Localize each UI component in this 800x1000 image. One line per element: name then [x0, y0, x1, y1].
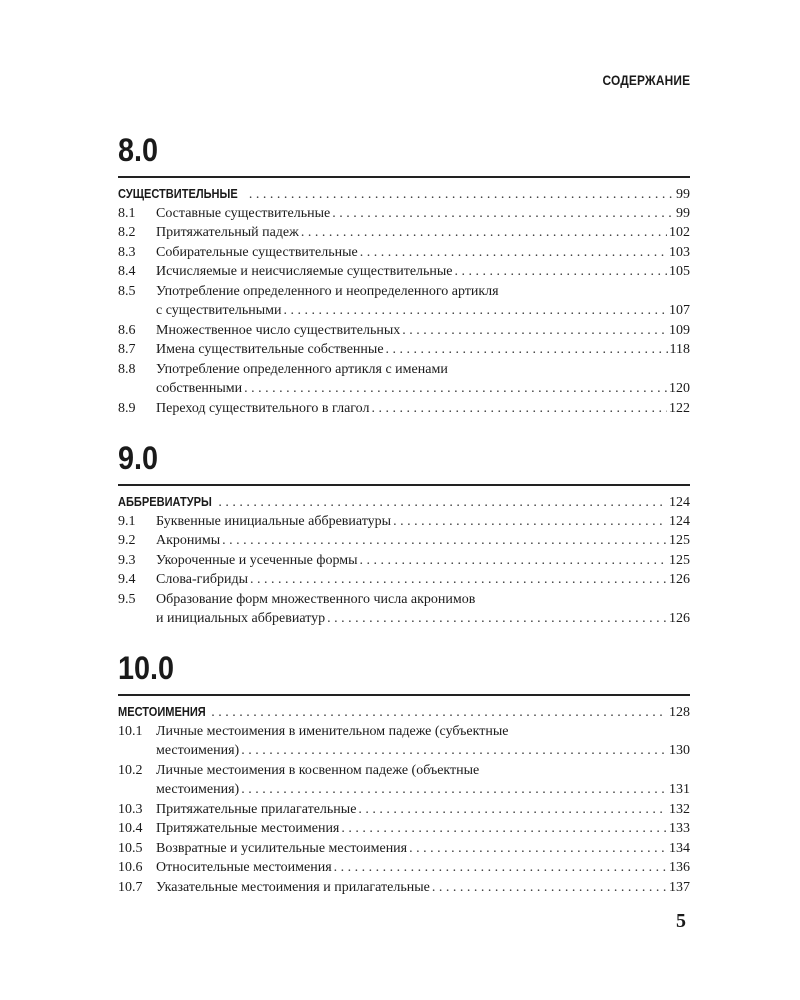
- leader-dots: [249, 185, 674, 205]
- page-ref: 131: [669, 782, 690, 797]
- toc-entry[interactable]: [118, 819, 690, 839]
- toc-heading-row[interactable]: [118, 702, 690, 722]
- toc-entry[interactable]: [118, 531, 690, 551]
- chapter-title: АББРЕВИАТУРЫ: [118, 494, 212, 509]
- leader-dots: [211, 703, 667, 723]
- toc-entry[interactable]: [118, 340, 690, 360]
- entry-title: Притяжательный падеж: [156, 225, 299, 240]
- entry-title: Слова-гибриды: [156, 572, 249, 587]
- page-ref: 99: [676, 205, 690, 221]
- section-divider: [118, 694, 690, 696]
- leader-dots: [222, 531, 667, 551]
- entry-number: 8.9: [118, 400, 136, 416]
- entry-title: Имена существительные собственные: [156, 342, 384, 357]
- page-ref: 125: [669, 533, 690, 548]
- leader-dots: [341, 819, 667, 839]
- entry-title: Притяжательные прилагательные: [156, 801, 357, 817]
- toc-entry[interactable]: [118, 399, 690, 419]
- entry-number: 8.5: [118, 283, 136, 299]
- leader-dots: [244, 379, 667, 399]
- toc-entry[interactable]: [118, 262, 690, 282]
- page-ref: 122: [669, 400, 690, 416]
- page-ref: 99: [676, 187, 690, 202]
- toc-entry[interactable]: [118, 321, 690, 341]
- page-ref: 124: [669, 513, 690, 529]
- leader-dots: [241, 741, 667, 761]
- entry-number: 10.1: [118, 723, 143, 739]
- page-ref: 124: [669, 495, 690, 510]
- entry-title: Составные существительные: [156, 205, 331, 221]
- chapter-title: СУЩЕСТВИТЕЛЬНЫЕ: [118, 186, 238, 201]
- section-number: 8.0: [118, 132, 159, 168]
- entry-title: Возвратные и усилительные местоимения: [156, 840, 408, 856]
- entry-title: Притяжательные местоимения: [156, 821, 340, 836]
- page-ref: 107: [669, 303, 690, 318]
- entry-title: Употребление определенного и неопределенного артикля: [156, 283, 499, 299]
- entry-title: Указательные местоимения и прилагательные: [156, 879, 430, 895]
- leader-dots: [283, 301, 667, 321]
- toc-entry-continuation[interactable]: [118, 780, 690, 800]
- entry-number: 10.6: [118, 860, 143, 875]
- section-number: 9.0: [118, 440, 159, 476]
- entry-title: с существительными: [156, 303, 282, 318]
- toc-entry[interactable]: [118, 551, 690, 571]
- page-ref: 132: [669, 801, 690, 817]
- section-divider: [118, 484, 690, 486]
- leader-dots: [241, 780, 667, 800]
- leader-dots: [360, 243, 667, 263]
- page-ref: 130: [669, 743, 690, 758]
- entry-title: Собирательные существительные: [156, 244, 358, 260]
- page-ref: 118: [669, 342, 690, 357]
- entry-title: Переход существительного в глагол: [156, 400, 370, 416]
- toc-entry-continuation[interactable]: [118, 609, 690, 629]
- entry-title: Образование форм множественного числа акронимов: [156, 591, 476, 607]
- leader-dots: [409, 839, 667, 859]
- toc-section-8: [118, 130, 690, 418]
- entry-number: 8.1: [118, 205, 136, 221]
- leader-dots: [358, 800, 667, 820]
- toc-entry[interactable]: [118, 722, 690, 742]
- entry-number: 8.4: [118, 264, 136, 279]
- entry-number: 9.1: [118, 513, 136, 529]
- entry-number: 8.7: [118, 342, 136, 357]
- chapter-title: МЕСТОИМЕНИЯ: [118, 704, 206, 719]
- entry-title: Акронимы: [156, 533, 221, 548]
- page-header: СОДЕРЖАНИЕ: [602, 72, 690, 88]
- entry-number: 8.2: [118, 225, 136, 240]
- entry-title: Личные местоимения в косвенном падеже (объектные: [156, 762, 480, 778]
- entry-title: Употребление определенного артикля с именами: [156, 361, 448, 377]
- entry-number: 9.4: [118, 572, 136, 587]
- toc-entry[interactable]: [118, 512, 690, 532]
- entry-title: Исчисляемые и неисчисляемые существительные: [156, 264, 453, 279]
- toc-entry[interactable]: [118, 243, 690, 263]
- page-ref: 137: [669, 879, 690, 895]
- toc-entry[interactable]: [118, 800, 690, 820]
- entry-title: местоимения): [156, 782, 240, 797]
- toc-entry-continuation[interactable]: [118, 741, 690, 761]
- entry-title: и инициальных аббревиатур: [156, 611, 326, 626]
- entry-title: Относительные местоимения: [156, 860, 332, 875]
- leader-dots: [360, 551, 668, 571]
- entry-number: 8.8: [118, 361, 136, 377]
- entry-number: 9.3: [118, 552, 136, 568]
- toc-entry[interactable]: [118, 282, 690, 302]
- page-ref: 134: [669, 840, 690, 856]
- entry-title: Множественное число существительных: [156, 322, 401, 338]
- toc-section-9: [118, 438, 690, 629]
- entry-number: 9.2: [118, 533, 136, 548]
- toc-heading-row[interactable]: [118, 184, 690, 204]
- toc-entry[interactable]: [118, 878, 690, 898]
- entry-number: 10.2: [118, 762, 143, 778]
- leader-dots: [250, 570, 667, 590]
- toc-entry[interactable]: [118, 761, 690, 781]
- toc-entry-continuation[interactable]: [118, 301, 690, 321]
- entry-number: 9.5: [118, 591, 136, 607]
- leader-dots: [402, 321, 667, 341]
- entry-title: собственными: [156, 381, 243, 396]
- leader-dots: [432, 878, 667, 898]
- entry-number: 8.3: [118, 244, 136, 260]
- page-ref: 120: [669, 381, 690, 396]
- toc-entry[interactable]: [118, 204, 690, 224]
- page-ref: 103: [669, 244, 690, 260]
- page-ref: 109: [669, 322, 690, 338]
- toc-entry[interactable]: [118, 590, 690, 610]
- entry-number: 10.7: [118, 879, 143, 895]
- page-ref: 102: [669, 225, 690, 240]
- section-number: 10.0: [118, 650, 175, 686]
- toc-heading-row[interactable]: [118, 492, 690, 512]
- leader-dots: [386, 340, 668, 360]
- page-ref: 105: [669, 264, 690, 279]
- toc-entry[interactable]: [118, 858, 690, 878]
- entry-number: 10.4: [118, 821, 143, 836]
- leader-dots: [334, 858, 667, 878]
- toc-entry[interactable]: [118, 360, 690, 380]
- leader-dots: [218, 493, 667, 513]
- entry-title: Укороченные и усеченные формы: [156, 552, 358, 568]
- leader-dots: [455, 262, 667, 282]
- leader-dots: [371, 399, 667, 419]
- page-ref: 133: [669, 821, 690, 836]
- leader-dots: [301, 223, 667, 243]
- toc-entry-continuation[interactable]: [118, 379, 690, 399]
- leader-dots: [327, 609, 667, 629]
- toc-entry[interactable]: [118, 570, 690, 590]
- page-ref: 126: [669, 572, 690, 587]
- leader-dots: [332, 204, 674, 224]
- page-ref: 126: [669, 611, 690, 626]
- entry-title: Личные местоимения в именительном падеже (субъектные: [156, 723, 509, 739]
- entry-number: 10.5: [118, 840, 143, 856]
- page-ref: 136: [669, 860, 690, 875]
- entry-number: 8.6: [118, 322, 136, 338]
- leader-dots: [393, 512, 667, 532]
- toc-section-10: [118, 648, 690, 897]
- page-number: 5: [676, 910, 686, 932]
- entry-number: 10.3: [118, 801, 143, 817]
- toc-entry[interactable]: [118, 223, 690, 243]
- section-divider: [118, 176, 690, 178]
- toc-entry[interactable]: [118, 839, 690, 859]
- entry-title: Буквенные инициальные аббревиатуры: [156, 513, 392, 529]
- page-ref: 125: [669, 552, 690, 568]
- entry-title: местоимения): [156, 743, 240, 758]
- page-ref: 128: [669, 705, 690, 720]
